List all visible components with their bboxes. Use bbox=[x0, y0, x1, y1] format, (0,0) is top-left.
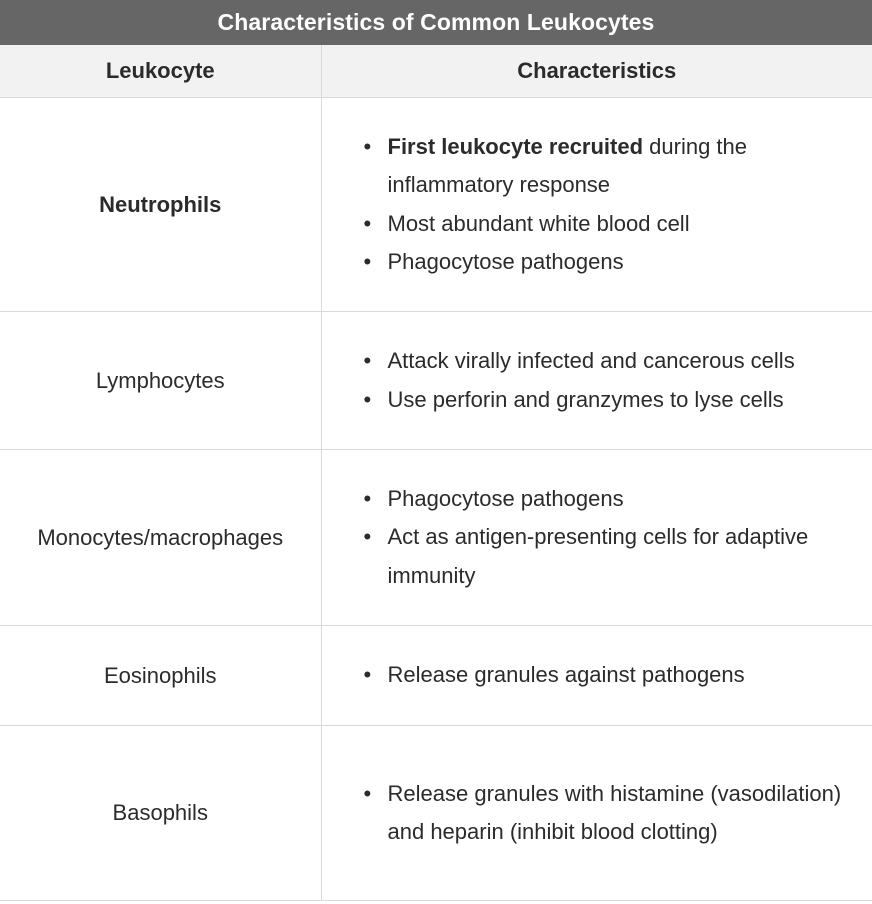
table-row bbox=[0, 98, 872, 312]
list-item bbox=[363, 381, 872, 420]
characteristics-cell bbox=[321, 312, 872, 450]
characteristics-cell bbox=[321, 626, 872, 726]
characteristics-cell bbox=[321, 98, 872, 312]
list-item bbox=[363, 656, 872, 695]
list-item-text: Release granules against pathogens bbox=[387, 662, 745, 688]
leukocyte-name: Eosinophils bbox=[0, 626, 321, 726]
leukocyte-name: Neutrophils bbox=[0, 98, 321, 312]
leukocyte-name: Basophils bbox=[0, 726, 321, 901]
table-row bbox=[0, 312, 872, 450]
header-leukocyte: Leukocyte bbox=[0, 45, 321, 98]
bullet-icon: • bbox=[363, 662, 372, 688]
list-item-text: Use perforin and granzymes to lyse cells bbox=[387, 386, 784, 412]
bold-phrase: First leukocyte recruited bbox=[387, 133, 644, 159]
table-row bbox=[0, 626, 872, 726]
list-item-text: Release granules with histamine (vasodilation) and heparin (inhibit blood clotting) bbox=[387, 780, 842, 844]
bullet-icon: • bbox=[363, 485, 372, 511]
characteristics-list bbox=[322, 775, 872, 852]
characteristics-list bbox=[322, 656, 872, 695]
list-item-text: during the inflammatory response bbox=[387, 133, 748, 197]
bullet-icon: • bbox=[363, 210, 372, 236]
characteristics-table bbox=[0, 45, 872, 901]
list-item-text: Phagocytose pathogens bbox=[387, 485, 624, 511]
table-title: Characteristics of Common Leukocytes bbox=[0, 0, 872, 45]
bullet-icon: • bbox=[363, 780, 372, 806]
characteristics-list bbox=[322, 342, 872, 419]
leukocyte-name: Lymphocytes bbox=[0, 312, 321, 450]
characteristics-list bbox=[322, 480, 872, 596]
list-item-text: Phagocytose pathogens bbox=[387, 249, 624, 274]
characteristics-cell bbox=[321, 450, 872, 626]
list-item-text: Most abundant white blood cell bbox=[387, 210, 690, 236]
leukocyte-name: Monocytes/macrophages bbox=[0, 450, 321, 626]
bullet-icon: • bbox=[363, 386, 372, 412]
list-item bbox=[363, 342, 872, 381]
list-item bbox=[363, 518, 872, 595]
table-row bbox=[0, 726, 872, 901]
header-characteristics: Characteristics bbox=[321, 45, 872, 98]
bullet-icon: • bbox=[363, 133, 372, 159]
list-item bbox=[363, 128, 872, 205]
list-item bbox=[363, 480, 872, 519]
list-item bbox=[363, 243, 872, 282]
header-row bbox=[0, 45, 872, 98]
table-row bbox=[0, 450, 872, 626]
characteristics-cell bbox=[321, 726, 872, 901]
characteristics-list bbox=[322, 128, 872, 282]
bullet-icon: • bbox=[363, 524, 372, 550]
list-item-text: Act as antigen-presenting cells for adaptive immunity bbox=[387, 524, 809, 588]
list-item-text: Attack virally infected and cancerous cells bbox=[387, 348, 795, 373]
bullet-icon: • bbox=[363, 249, 372, 274]
list-item bbox=[363, 775, 872, 852]
bullet-icon: • bbox=[363, 348, 372, 373]
list-item bbox=[363, 205, 872, 244]
